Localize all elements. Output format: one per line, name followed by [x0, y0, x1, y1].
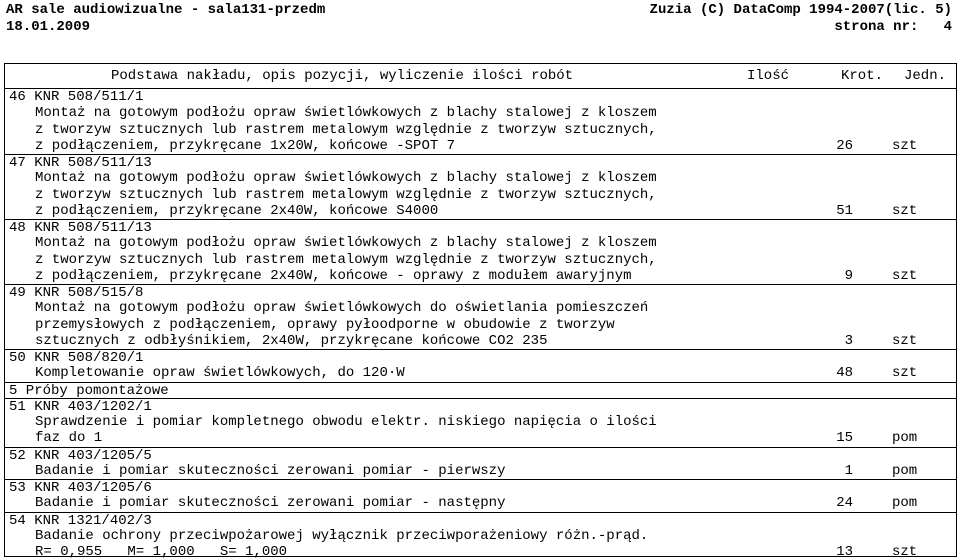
row-quantity: 1	[844, 462, 853, 479]
table-row-description	[5, 138, 956, 154]
table-row-description	[5, 170, 956, 186]
table-row-position	[5, 349, 956, 365]
table-row-description	[5, 122, 956, 138]
row-description-text: Montaż na gotowym podłożu opraw świetlówkowych do oświetlania pomieszczeń	[35, 300, 649, 317]
row-unit: szt	[892, 544, 918, 560]
table-header	[5, 64, 956, 89]
table-row-description	[5, 463, 956, 479]
table-body	[5, 89, 956, 560]
row-quantity: 51	[836, 202, 853, 219]
table-row-description	[5, 365, 956, 381]
column-header-quantity: Ilość	[747, 68, 790, 84]
row-position-code: 46 KNR 508/511/1	[9, 89, 144, 105]
page-number: strona nr: 4	[834, 19, 952, 35]
row-position-code: 47 KNR 508/511/13	[9, 155, 152, 171]
report-date: 18.01.2009	[6, 19, 91, 35]
table-row-position	[5, 89, 956, 105]
table-row-position	[5, 219, 956, 235]
row-unit: pom	[892, 462, 918, 479]
row-position-code: 53 KNR 403/1205/6	[9, 480, 152, 496]
row-description-text: Badanie i pomiar skuteczności zerowani pomiar - pierwszy	[35, 462, 506, 479]
row-description-text: R= 0,955 M= 1,000 S= 1,000	[35, 544, 288, 560]
table-row-description	[5, 414, 956, 430]
table-row-description	[5, 105, 956, 121]
row-quantity: 48	[836, 365, 853, 382]
table-row-position	[5, 398, 956, 414]
table-row-description	[5, 495, 956, 511]
table-row-description	[5, 528, 956, 544]
row-position-code: 52 KNR 403/1205/5	[9, 447, 152, 464]
row-quantity: 15	[836, 430, 853, 447]
row-quantity: 13	[836, 544, 853, 560]
column-header-multiplier: Krot.	[841, 68, 884, 84]
table-row-position	[5, 512, 956, 528]
row-unit: szt	[892, 332, 918, 349]
software-credit: Zuzia (C) DataComp 1994-2007(lic. 5)	[649, 2, 952, 18]
row-unit: pom	[892, 430, 918, 447]
row-unit: szt	[892, 137, 918, 154]
row-unit: szt	[892, 202, 918, 219]
column-header-description: Podstawa nakładu, opis pozycji, wyliczenie ilości robót	[111, 68, 574, 84]
row-description-text: z podłączeniem, przykręcane 1x20W, końcowe -SPOT 7	[35, 137, 456, 154]
row-description-text: z tworzyw sztucznych lub rastrem metalowym względnie z tworzyw sztucznych,	[35, 186, 657, 203]
row-quantity: 26	[836, 137, 853, 154]
table-row-description	[5, 300, 956, 316]
row-quantity: 24	[836, 495, 853, 512]
row-description-text: z tworzyw sztucznych lub rastrem metalowym względnie z tworzyw sztucznych,	[35, 251, 657, 268]
row-position-code: 48 KNR 508/511/13	[9, 220, 152, 236]
table-row-position	[5, 382, 956, 398]
row-unit: szt	[892, 365, 918, 382]
row-description-text: Kompletowanie opraw świetlówkowych, do 120·W	[35, 365, 405, 382]
row-position-code: 49 KNR 508/515/8	[9, 285, 144, 301]
table-row-position	[5, 284, 956, 300]
row-description-text: Montaż na gotowym podłożu opraw świetlówkowych z blachy stalowej z kloszem	[35, 105, 657, 122]
row-description-text: z tworzyw sztucznych lub rastrem metalowym względnie z tworzyw sztucznych,	[35, 121, 657, 138]
row-description-text: z podłączeniem, przykręcane 2x40W, końcowe - oprawy z modułem awaryjnym	[35, 267, 632, 284]
table-row-position	[5, 479, 956, 495]
row-position-code: 51 KNR 403/1202/1	[9, 398, 152, 415]
row-unit: pom	[892, 495, 918, 512]
table-row-description	[5, 235, 956, 251]
row-quantity: 3	[844, 332, 853, 349]
row-unit: szt	[892, 267, 918, 284]
row-quantity: 9	[844, 267, 853, 284]
row-position-code: 54 KNR 1321/402/3	[9, 512, 152, 529]
column-header-unit: Jedn.	[904, 68, 947, 84]
row-description-text: Sprawdzenie i pomiar kompletnego obwodu elektr. niskiego napięcia o ilości	[35, 414, 657, 430]
row-description-text: z podłączeniem, przykręcane 2x40W, końcowe S4000	[35, 202, 439, 219]
row-description-text: Badanie i pomiar skuteczności zerowani pomiar - następny	[35, 495, 506, 512]
table-row-description	[5, 430, 956, 446]
row-description-text: faz do 1	[35, 430, 103, 447]
table-row-description	[5, 333, 956, 349]
table-row-description	[5, 317, 956, 333]
row-description-text: Badanie ochrony przeciwpożarowej wyłącznik przeciwporażeniowy różn.-prąd.	[35, 527, 649, 544]
row-description-text: przemysłowych z podłączeniem, oprawy pyłoodporne w obudowie z tworzyw	[35, 316, 615, 333]
table-row-position	[5, 154, 956, 170]
row-description-text: Montaż na gotowym podłożu opraw świetlówkowych z blachy stalowej z kloszem	[35, 170, 657, 187]
table-row-position	[5, 447, 956, 463]
table-row-description	[5, 187, 956, 203]
cost-estimate-table	[4, 63, 957, 560]
report-title: AR sale audiowizualne - sala131-przedm	[6, 2, 326, 18]
table-row-description	[5, 203, 956, 219]
row-description-text: sztucznych z odbłyśnikiem, 2x40W, przykręcane końcowe CO2 235	[35, 332, 548, 349]
table-row-description	[5, 268, 956, 284]
row-description-text: Montaż na gotowym podłożu opraw świetlówkowych z blachy stalowej z kloszem	[35, 235, 657, 252]
table-row-description	[5, 252, 956, 268]
row-position-code: 50 KNR 508/820/1	[9, 350, 144, 366]
row-position-code: 5 Próby pomontażowe	[9, 382, 169, 399]
